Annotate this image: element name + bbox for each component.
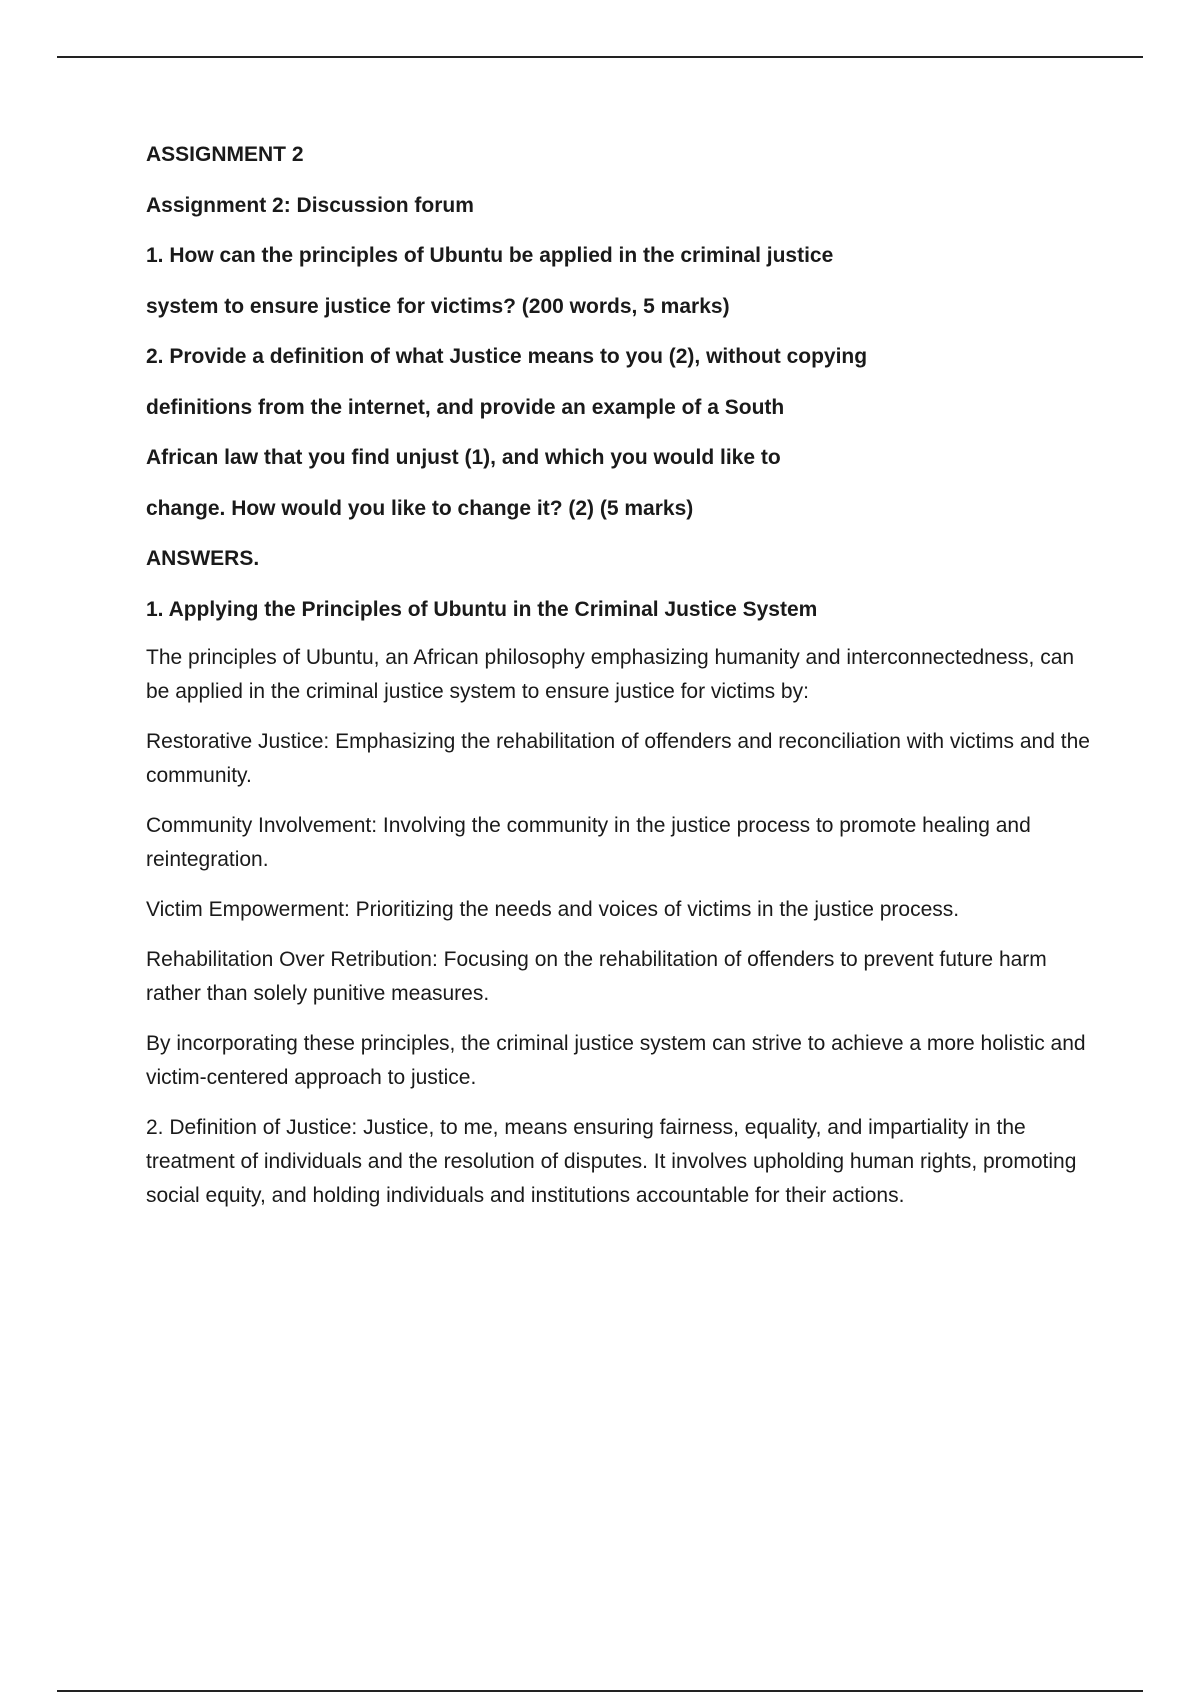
bottom-rule <box>57 1690 1143 1692</box>
restorative-justice-paragraph: Restorative Justice: Emphasizing the rehabilitation of offenders and reconciliation with victims and the community. <box>146 729 1090 787</box>
top-rule <box>57 56 1143 58</box>
document-body <box>146 142 1092 1229</box>
assignment-title: ASSIGNMENT 2 <box>146 143 304 166</box>
answer-1-heading: 1. Applying the Principles of Ubuntu in the Criminal Justice System <box>146 597 818 621</box>
question-1-line-2: system to ensure justice for victims? (200 words, 5 marks) <box>146 294 730 318</box>
question-2-line-1: 2. Provide a definition of what Justice means to you (2), without copying <box>146 345 868 368</box>
assignment-subtitle: Assignment 2: Discussion forum <box>146 193 474 217</box>
conclusion-paragraph: By incorporating these principles, the criminal justice system can strive to achieve a more holistic and victim-centered approach to justice. <box>146 1031 1086 1089</box>
community-involvement-paragraph: Community Involvement: Involving the community in the justice process to promote healing and reintegration. <box>146 813 1031 871</box>
answers-heading: ANSWERS. <box>146 547 260 570</box>
question-2-line-4: change. How would you like to change it? (2) (5 marks) <box>146 496 694 520</box>
question-2-line-3: African law that you find unjust (1), and which you would like to <box>146 446 781 469</box>
rehabilitation-paragraph: Rehabilitation Over Retribution: Focusing on the rehabilitation of offenders to prevent future harm rather than solely punitive measures. <box>146 947 1047 1005</box>
answer-intro-paragraph: The principles of Ubuntu, an African philosophy emphasizing humanity and interconnectedness, can be applied in the criminal justice system to ensure justice for victims by: <box>146 645 1075 703</box>
question-1-line-1: 1. How can the principles of Ubuntu be applied in the criminal justice <box>146 244 834 267</box>
question-2-line-2: definitions from the internet, and provide an example of a South <box>146 395 785 419</box>
justice-definition-paragraph: 2. Definition of Justice: Justice, to me, means ensuring fairness, equality, and impartiality in the treatment of individuals and the resolution of disputes. It involves upholding human rights, promoting social equity, and holding individuals and institutions accountable for their actions. <box>146 1115 1077 1207</box>
victim-empowerment-paragraph: Victim Empowerment: Prioritizing the needs and voices of victims in the justice process. <box>146 897 960 921</box>
